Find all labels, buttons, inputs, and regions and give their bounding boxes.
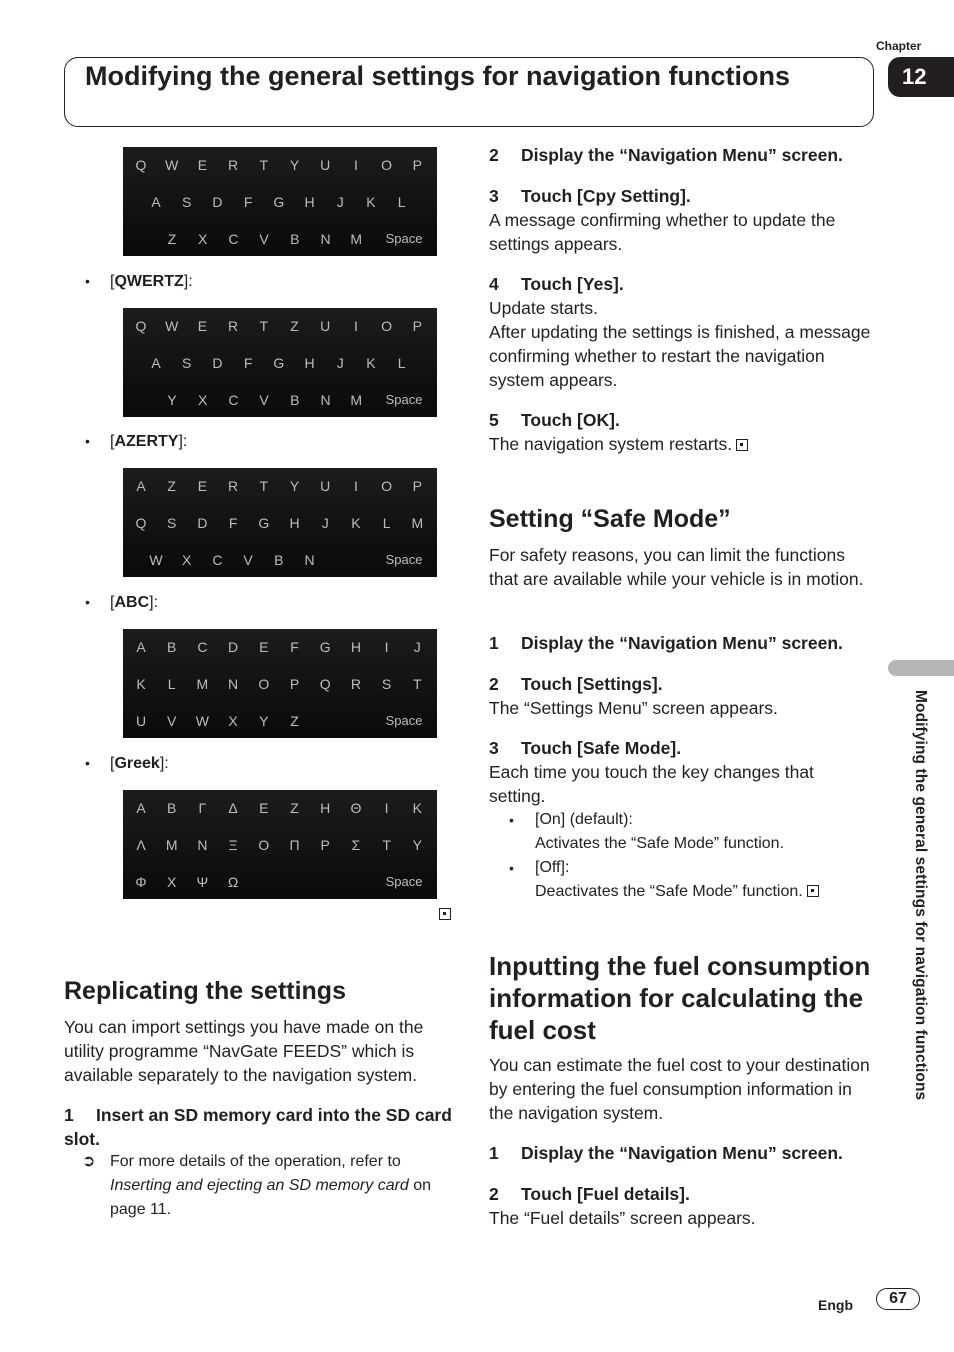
keyboard-key: N	[228, 676, 239, 692]
keyboard-key: Ι	[384, 800, 389, 816]
keyboard-key: Y	[289, 157, 300, 173]
keyboard-key: Δ	[228, 800, 238, 816]
keyboard-key: K	[366, 194, 376, 210]
keyboard-key: B	[290, 392, 300, 408]
keyboard-key: W	[195, 713, 209, 729]
keyboard-azerty	[123, 468, 437, 577]
safe-mode-step-3	[489, 736, 879, 760]
step-text: Display the “Navigation Menu” screen.	[521, 633, 843, 653]
keyboard-key: D	[197, 515, 208, 531]
keyboard-key: Ε	[259, 800, 269, 816]
sd-card-note	[82, 1150, 452, 1222]
option-on-description	[535, 832, 784, 856]
step-4-description-1: Update starts.	[489, 298, 598, 318]
text: ” function.	[713, 835, 785, 852]
keyboard-key: G	[273, 194, 285, 210]
keyboard-key: U	[135, 713, 147, 729]
keyboard-row	[123, 386, 437, 414]
keyboard-key: B	[274, 552, 284, 568]
keyboard-key: Q	[319, 676, 331, 692]
step-text: Display the “Navigation Menu” screen.	[521, 1143, 843, 1163]
keyboard-key: Θ	[350, 800, 362, 816]
safe-mode-step-2-description	[489, 696, 874, 720]
keyboard-key: K	[136, 676, 146, 692]
keyboard-key: K	[351, 515, 361, 531]
keyboard-key: L	[382, 515, 391, 531]
text: The “	[489, 698, 530, 718]
keyboard-key: R	[228, 318, 239, 334]
keyboard-key: R	[228, 157, 239, 173]
step-number: 2	[489, 1184, 499, 1204]
step-number: 3	[489, 738, 499, 758]
keyboard-key: C	[212, 552, 223, 568]
safe-mode-name: Safe Mode	[655, 883, 733, 900]
keyboard-key: L	[167, 676, 176, 692]
keyboard-row	[123, 225, 437, 253]
keyboard-key: Q	[135, 157, 147, 173]
keyboard-key: O	[381, 478, 393, 494]
fuel-step-1	[489, 1141, 879, 1165]
keyboard-greek	[123, 790, 437, 899]
azerty-label: AZERTY	[114, 433, 179, 450]
keyboard-key: E	[259, 639, 269, 655]
page-title: Modifying the general settings for navigation functions	[85, 61, 791, 91]
bullet-text: [QWERTZ]:	[110, 273, 193, 290]
step-5-description	[489, 432, 874, 456]
keyboard-key: P	[412, 318, 422, 334]
replicating-step-4	[489, 272, 879, 296]
keyboard-qwertz	[123, 308, 437, 417]
keyboard-row	[123, 349, 437, 377]
keyboard-space-key: Space	[385, 713, 423, 728]
keyboard-key: Ξ	[228, 837, 238, 853]
fuel-intro: You can estimate the fuel cost to your destination by entering the fuel consumption information in the navigation system.	[489, 1055, 870, 1123]
keyboard-key: D	[228, 639, 239, 655]
side-chapter-title: Modifying the general settings for navigation functions	[912, 690, 929, 1101]
keyboard-key: R	[350, 676, 361, 692]
keyboard-key: E	[197, 478, 208, 494]
keyboard-row	[123, 794, 437, 822]
step-5-text: The navigation system restarts.	[489, 434, 733, 454]
fuel-heading: Inputting the fuel consumption information for calculating the fuel cost	[489, 951, 871, 1045]
keyboard-key: T	[413, 676, 422, 692]
keyboard-key: Γ	[198, 800, 207, 816]
safe-mode-intro: For safety reasons, you can limit the functions that are available while your vehicle is in motion.	[489, 545, 864, 589]
option-on	[509, 808, 633, 832]
keyboard-key: S	[167, 515, 177, 531]
keyboard-row	[123, 509, 437, 537]
keyboard-key: E	[197, 318, 208, 334]
bullet-text: [Greek]:	[110, 755, 169, 772]
keyboard-key: T	[259, 478, 269, 494]
keyboard-row	[123, 707, 437, 735]
keyboard-key: D	[212, 355, 223, 371]
keyboard-key: Η	[320, 800, 331, 816]
keyboard-key: K	[366, 355, 376, 371]
keyboard-key: H	[304, 194, 315, 210]
keyboard-key: C	[228, 392, 239, 408]
replicating-step-5	[489, 408, 879, 432]
keyboard-key: B	[290, 231, 300, 247]
keyboard-key: H	[350, 639, 361, 655]
keyboard-key: Ζ	[290, 800, 299, 816]
keyboard-key: J	[413, 639, 421, 655]
step-text: Touch [Yes].	[521, 274, 624, 294]
keyboard-key: B	[167, 639, 177, 655]
keyboard-key: Q	[135, 515, 147, 531]
keyboard-key: Ω	[227, 874, 239, 890]
bullet-dot: •	[85, 273, 90, 289]
keyboard-key: O	[258, 676, 270, 692]
keyboard-key: E	[197, 157, 208, 173]
keyboard-key: A	[136, 639, 146, 655]
keyboard-key: F	[243, 194, 253, 210]
keyboard-key: M	[350, 231, 363, 247]
fuel-details-name: Fuel details	[529, 1208, 620, 1228]
step-4-description-2: After updating the settings is finished, a message confirming whether to restart the navigation system appears.	[489, 322, 871, 390]
keyboard-key: I	[353, 318, 358, 334]
step-3-description: A message confirming whether to update the settings appears.	[489, 210, 836, 254]
keyboard-space-key: Space	[385, 392, 423, 407]
step-text: Touch [OK].	[521, 410, 620, 430]
note-page: on page 11.	[110, 1177, 432, 1218]
safe-mode-step-2	[489, 672, 879, 696]
keyboard-key: Υ	[412, 837, 422, 853]
keyboard-key: G	[273, 355, 285, 371]
safe-mode-step-1	[489, 631, 879, 655]
keyboard-key: O	[381, 157, 393, 173]
keyboard-key: Y	[289, 478, 300, 494]
option-on-label: [On] (default):	[535, 811, 633, 828]
keyboard-key: I	[353, 157, 358, 173]
bullet-text: [ABC]:	[110, 594, 159, 611]
keyboard-row	[123, 831, 437, 859]
keyboard-row	[123, 868, 437, 896]
keyboard-key: I	[384, 639, 389, 655]
keyboard-abc	[123, 629, 437, 738]
keyboard-key: L	[397, 355, 406, 371]
keyboard-row	[123, 633, 437, 661]
keyboard-key: J	[336, 194, 344, 210]
bullet-dot: •	[85, 594, 90, 610]
bullet-text: [AZERTY]:	[110, 433, 188, 450]
text: ” function.	[732, 883, 803, 900]
keyboard-row	[123, 546, 437, 574]
keyboard-key: A	[151, 355, 161, 371]
end-of-section-icon	[807, 885, 819, 897]
keyboard-key: M	[196, 676, 209, 692]
keyboard-key: X	[198, 392, 208, 408]
keyboard-qwerty	[123, 147, 437, 256]
keyboard-key: Ρ	[320, 837, 330, 853]
keyboard-space-key: Space	[385, 231, 423, 246]
keyboard-space-key: Space	[385, 874, 423, 889]
option-off	[509, 856, 569, 880]
keyboard-key: Τ	[382, 837, 391, 853]
keyboard-key: P	[412, 478, 422, 494]
fuel-step-2-description	[489, 1206, 874, 1230]
keyboard-key: U	[320, 478, 331, 494]
keyboard-key: L	[397, 194, 406, 210]
page-number: 67	[876, 1288, 920, 1310]
keyboard-key: Z	[290, 318, 299, 334]
keyboard-key: C	[197, 639, 208, 655]
keyboard-key: T	[259, 157, 269, 173]
keyboard-key: N	[320, 231, 331, 247]
end-of-section-icon	[439, 908, 451, 920]
step-text: Display the “Navigation Menu” screen.	[521, 145, 843, 165]
step-number: 2	[489, 674, 499, 694]
bullet-dot: •	[509, 860, 514, 876]
keyboard-key: Κ	[412, 800, 422, 816]
keyboard-key: T	[259, 318, 269, 334]
step-number: 4	[489, 274, 499, 294]
keyboard-key: Y	[167, 392, 177, 408]
keyboard-key: H	[304, 355, 315, 371]
note-reference-link: Inserting and ejecting an SD memory card	[110, 1177, 409, 1194]
keyboard-row	[123, 151, 437, 179]
keyboard-space-key: Space	[385, 552, 423, 567]
keyboard-key: H	[289, 515, 300, 531]
chapter-number: 12	[888, 57, 954, 97]
keyboard-key: Q	[135, 318, 147, 334]
keyboard-key: Z	[167, 231, 177, 247]
keyboard-key: Φ	[135, 874, 147, 890]
text: Deactivates the “	[535, 883, 656, 900]
replicating-heading: Replicating the settings	[64, 977, 346, 1005]
keyboard-key: X	[228, 713, 238, 729]
default-suffix: (default):	[565, 811, 633, 828]
keyboard-key: J	[321, 515, 329, 531]
keyboard-row	[123, 670, 437, 698]
keyboard-key: R	[228, 478, 239, 494]
keyboard-row	[123, 188, 437, 216]
abc-label: ABC	[114, 594, 150, 611]
keyboard-key: V	[259, 231, 269, 247]
keyboard-key: U	[320, 318, 331, 334]
text: Activates the “	[535, 835, 637, 852]
bullet-dot: •	[85, 755, 90, 771]
keyboard-key: Ψ	[196, 874, 209, 890]
step-number: 1	[64, 1105, 74, 1125]
keyboard-key: Α	[136, 800, 146, 816]
keyboard-key: P	[412, 157, 422, 173]
replicating-intro: You can import settings you have made on the utility programme “NavGate FEEDS” which is available separately to the navigation system.	[64, 1017, 424, 1085]
keyboard-key: V	[167, 713, 177, 729]
bullet-dot: •	[85, 433, 90, 449]
keyboard-key: N	[304, 552, 315, 568]
step-text: Touch [Fuel details].	[521, 1184, 690, 1204]
text: The “	[489, 1208, 530, 1228]
step-number: 1	[489, 633, 499, 653]
keyboard-key: Χ	[167, 874, 177, 890]
step-text: Touch [Cpy Setting].	[521, 186, 691, 206]
keyboard-key: G	[258, 515, 270, 531]
keyboard-key: V	[243, 552, 253, 568]
keyboard-key: Ο	[258, 837, 270, 853]
step-number: 2	[489, 145, 499, 165]
keyboard-key: O	[381, 318, 393, 334]
step-text: Insert an SD memory card into the SD card slot.	[64, 1105, 452, 1149]
keyboard-key: J	[336, 355, 344, 371]
safe-mode-name: Safe Mode	[636, 835, 714, 852]
keyboard-key: F	[243, 355, 253, 371]
qwertz-label: QWERTZ	[114, 273, 184, 290]
keyboard-key: Z	[167, 478, 176, 494]
keyboard-key: X	[198, 231, 208, 247]
keyboard-key: C	[228, 231, 239, 247]
step-number: 5	[489, 410, 499, 430]
safe-mode-step-3-description: Each time you touch the key changes that setting.	[489, 762, 814, 806]
replicating-step-1	[64, 1103, 454, 1151]
language-code: Engb	[818, 1297, 853, 1313]
on-value: On	[539, 811, 561, 828]
keyboard-key: Π	[289, 837, 300, 853]
replicating-step-3	[489, 184, 879, 208]
keyboard-key: Β	[167, 800, 177, 816]
keyboard-key: Σ	[351, 837, 361, 853]
safe-mode-heading: Setting “Safe Mode”	[489, 505, 731, 533]
keyboard-row	[123, 312, 437, 340]
replicating-step-2	[489, 143, 879, 167]
keyboard-key: F	[290, 639, 299, 655]
option-off-description	[535, 880, 819, 904]
keyboard-key: V	[259, 392, 269, 408]
side-tab-marker	[888, 660, 954, 676]
keyboard-key: G	[319, 639, 331, 655]
keyboard-key: S	[182, 194, 192, 210]
keyboard-key: I	[353, 478, 358, 494]
step-text: Touch [Safe Mode].	[521, 738, 682, 758]
keyboard-key: Ν	[197, 837, 208, 853]
end-of-section-icon	[736, 439, 748, 451]
step-number: 3	[489, 186, 499, 206]
keyboard-key: S	[381, 676, 392, 692]
off-value: Off	[539, 859, 561, 876]
step-text: Touch [Settings].	[521, 674, 663, 694]
keyboard-key: W	[165, 157, 179, 173]
keyboard-key: N	[320, 392, 331, 408]
keyboard-key: A	[151, 194, 161, 210]
option-off-label: [Off]:	[535, 859, 570, 876]
keyboard-key: M	[350, 392, 363, 408]
keyboard-key: M	[411, 515, 424, 531]
keyboard-key: U	[320, 157, 331, 173]
step-number: 1	[489, 1143, 499, 1163]
bullet-dot: •	[509, 812, 514, 828]
keyboard-key: Μ	[165, 837, 178, 853]
keyboard-row	[123, 472, 437, 500]
keyboard-key: Y	[259, 713, 269, 729]
keyboard-key: A	[136, 478, 146, 494]
keyboard-key: D	[212, 194, 223, 210]
keyboard-key: S	[182, 355, 192, 371]
keyboard-key: Z	[290, 713, 299, 729]
chapter-label: Chapter	[876, 39, 922, 53]
keyboard-key: Λ	[136, 837, 146, 853]
fuel-step-2	[489, 1182, 879, 1206]
text: ” screen appears.	[619, 1208, 756, 1228]
keyboard-key: P	[289, 676, 300, 692]
settings-menu-name: Settings Menu	[529, 698, 642, 718]
keyboard-key: X	[182, 552, 192, 568]
arrow-icon: ➲	[82, 1153, 96, 1170]
keyboard-key: W	[165, 318, 179, 334]
note-text: For more details of the operation, refer to	[110, 1153, 401, 1170]
keyboard-key: W	[149, 552, 163, 568]
greek-label: Greek	[114, 755, 160, 772]
keyboard-key: F	[228, 515, 238, 531]
text: ” screen appears.	[641, 698, 778, 718]
